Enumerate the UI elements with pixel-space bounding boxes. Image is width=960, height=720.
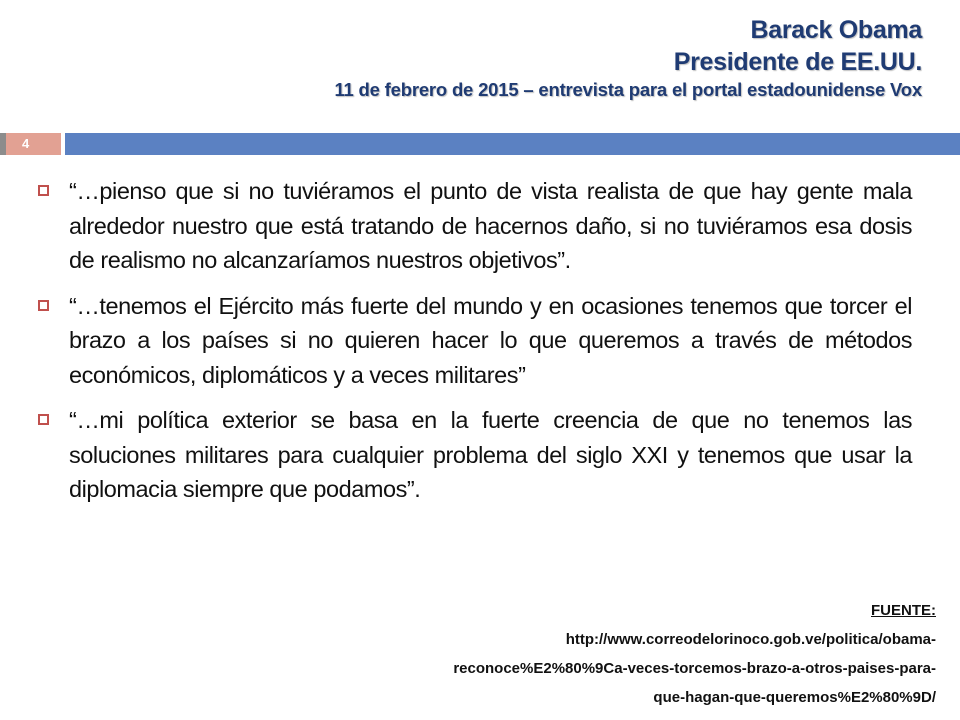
slide-number: 4 [22,136,30,151]
quote-item [38,289,912,393]
square-bullet-icon [38,185,49,196]
quote-list [38,174,912,518]
source-label: FUENTE: [871,602,936,619]
quote-item [38,174,912,278]
slide-number-box [6,133,61,155]
bar-blue-segment [65,133,960,155]
source-url-line: que-hagan-que-queremos%E2%80%9D/ [653,689,936,706]
source-citation [276,596,936,712]
slide-header [334,14,922,102]
square-bullet-icon [38,300,49,311]
slide-number-bar [0,133,960,155]
speaker-name: Barack Obama [750,16,922,44]
interview-date-subtitle: 11 de febrero de 2015 – entrevista para el portal estadounidense Vox [334,79,922,100]
quote-text: “…pienso que si no tuviéramos el punto de vista realista de que hay gente mala alrededor nuestro que está tratando de hacernos daño, si no tuviéramos esa dosis de realismo no alcanzaríamos nuestros objetivos”. [69,178,912,273]
quote-text: “…tenemos el Ejército más fuerte del mundo y en ocasiones tenemos que torcer el brazo a los países si no quieren hacer lo que queremos a través de métodos económicos, diplomáticos y a veces militares” [69,292,912,388]
source-url-line: reconoce%E2%80%9Ca-veces-torcemos-brazo-a-otros-paises-para- [453,660,936,677]
speaker-role: Presidente de EE.UU. [673,48,922,76]
square-bullet-icon [38,414,49,425]
quote-item [38,403,912,507]
source-url-line: http://www.correodelorinoco.gob.ve/politica/obama- [565,631,936,648]
quote-text: “…mi política exterior se basa en la fuerte creencia de que no tenemos las soluciones militares para cualquier problema del siglo XXI y tenemos que usar la diplomacia siempre que podamos”. [69,407,912,502]
